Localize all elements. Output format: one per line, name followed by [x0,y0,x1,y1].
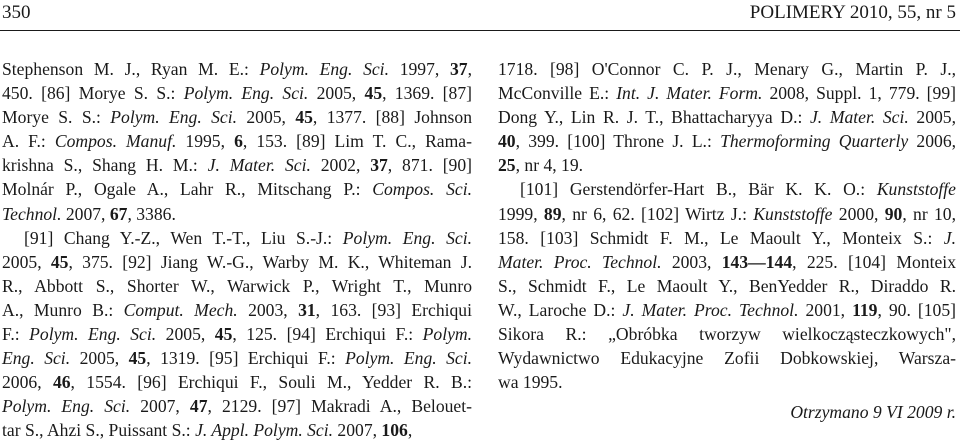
reference-line: McConville E.: Int. J. Mater. Form. 2008, Suppl. 1, 779. [99] [498,83,956,104]
reference-line: A. F.: Compos. Manuf. 1995, 6, 153. [89] Lim T. C., Rama- [2,131,472,152]
page-number: 350 [2,2,31,23]
reference-line: 40, 399. [100] Throne J. L.: Thermoforming Quarterly 2006, [498,131,957,152]
reference-line: W., Laroche D.: J. Mater. Proc. Technol. 2001, 119, 90. [105] [498,299,956,320]
reference-line: Polym. Eng. Sci. 2007, 47, 2129. [97] Makradi A., Belouet- [2,396,472,417]
reference-line: 450. [86] Morye S. S.: Polym. Eng. Sci. 2005, 45, 1369. [87] [2,83,472,104]
reference-line: Mater. Proc. Technol. 2003, 143—144, 225. [104] Monteix [498,251,956,272]
reference-line: S., Schmidt F., Le Maoult Y., BenYedder R., Diraddo R. [498,275,956,296]
reference-line: Molnár P., Ogale A., Lahr R., Mitschang P.: Compos. Sci. [2,179,472,200]
reference-line: 1718. [98] O'Connor C. P. J., Menary G., Martin P. J., [498,59,956,79]
reference-line: tar S., Ahzi S., Puissant S.: J. Appl. Polym. Sci. 2007, 106, [2,420,413,441]
reference-line: 2005, 45, 375. [92] Jiang W.-G., Warby M. K., Whiteman J. [2,251,473,272]
reference-line: 25, nr 4, 19. [498,155,584,176]
reference-line: Dong Y., Lin R. J. T., Bhattacharyya D.: J. Mater. Sci. 2005, [498,107,956,128]
reference-line: Morye S. S.: Polym. Eng. Sci. 2005, 45, 1377. [88] Johnson [2,107,473,128]
reference-line: [101] Gerstendörfer-Hart B., Bär K. K. O.: Kunststoffe [520,179,956,200]
references-right-column [498,57,956,424]
reference-line: krishna S., Shang H. M.: J. Mater. Sci. 2002, 37, 871. [90] [2,155,472,176]
header-rule [0,30,960,31]
reference-line: Sikora R.: „Obróbka tworzyw wielkocząsteczkowych", [498,324,956,345]
received-date-note: Otrzymano 9 VI 2009 r. [790,402,956,423]
reference-line: 2006, 46, 1554. [96] Erchiqui F., Souli M., Yedder R. B.: [2,372,472,393]
references-left-column [2,57,472,443]
reference-line: wa 1995. [498,372,563,393]
reference-line: [91] Chang Y.-Z., Wen T.-T., Liu S.-J.: Polym. Eng. Sci. [24,227,472,248]
reference-line: A., Munro B.: Comput. Mech. 2003, 31, 163. [93] Erchiqui [2,299,472,320]
reference-line: Stephenson M. J., Ryan M. E.: Polym. Eng. Sci. 1997, 37, [2,59,472,79]
page-header [0,0,960,34]
reference-line: Eng. Sci. 2005, 45, 1319. [95] Erchiqui F.: Polym. Eng. Sci. [2,348,472,369]
reference-line: 158. [103] Schmidt F. M., Le Maoult Y., Monteix S.: J. [498,227,956,248]
reference-line: R., Abbott S., Shorter W., Warwick P., Wright T., Munro [2,275,472,296]
journal-title: POLIMERY 2010, 55, nr 5 [749,2,956,23]
reference-line: Technol. 2007, 67, 3386. [2,203,176,224]
reference-line: F.: Polym. Eng. Sci. 2005, 45, 125. [94] Erchiqui F.: Polym. [2,324,473,345]
reference-line: 1999, 89, nr 6, 62. [102] Wirtz J.: Kunststoffe 2000, 90, nr 10, [498,203,957,224]
reference-line: Wydawnictwo Edukacyjne Zofii Dobkowskiej, Warsza- [498,348,956,369]
